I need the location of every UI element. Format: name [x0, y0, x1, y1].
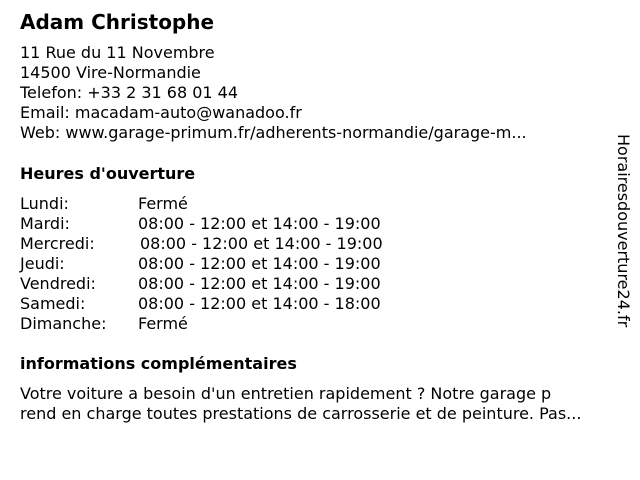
day-label: Samedi:	[20, 294, 86, 313]
time-value: 08:00 - 12:00 et 14:00 - 19:00	[138, 274, 381, 293]
time-value: 08:00 - 12:00 et 14:00 - 18:00	[138, 294, 381, 313]
time-value: 08:00 - 12:00 et 14:00 - 19:00	[138, 214, 381, 233]
info-line-2: rend en charge toutes prestations de carrosserie et de peinture. Pas...	[20, 404, 582, 423]
info-line-1: Votre voiture a besoin d'un entretien rapidement ? Notre garage p	[20, 384, 552, 403]
time-value: 08:00 - 12:00 et 14:00 - 19:00	[138, 254, 381, 273]
hours-heading: Heures d'ouverture	[20, 164, 196, 183]
info-heading: informations complémentaires	[20, 354, 297, 373]
business-name: Adam Christophe	[20, 10, 215, 34]
info-description	[20, 384, 632, 424]
hours-row-monday	[20, 194, 440, 214]
time-value: 08:00 - 12:00 et 14:00 - 19:00	[140, 234, 383, 253]
day-label: Mardi:	[20, 214, 70, 233]
hours-row-tuesday	[20, 214, 440, 234]
day-label: Mercredi:	[20, 234, 95, 253]
city-address: 14500 Vire-Normandie	[20, 63, 201, 82]
hours-row-wednesday	[20, 234, 440, 254]
hours-row-sunday	[20, 314, 440, 334]
email-address: Email: macadam-auto@wanadoo.fr	[20, 103, 302, 122]
day-label: Lundi:	[20, 194, 69, 213]
site-watermark: Horairesdouverture24.fr	[614, 134, 633, 328]
day-label: Jeudi:	[20, 254, 65, 273]
day-label: Vendredi:	[20, 274, 96, 293]
time-value: Fermé	[138, 194, 188, 213]
phone-number: Telefon: +33 2 31 68 01 44	[20, 83, 239, 102]
hours-row-thursday	[20, 254, 440, 274]
hours-row-friday	[20, 274, 440, 294]
website-link: Web: www.garage-primum.fr/adherents-normandie/garage-m...	[20, 123, 527, 142]
time-value: Fermé	[138, 314, 188, 333]
day-label: Dimanche:	[20, 314, 107, 333]
hours-table	[20, 194, 440, 334]
hours-row-saturday	[20, 294, 440, 314]
address-block	[20, 43, 527, 143]
street-address: 11 Rue du 11 Novembre	[20, 43, 215, 62]
